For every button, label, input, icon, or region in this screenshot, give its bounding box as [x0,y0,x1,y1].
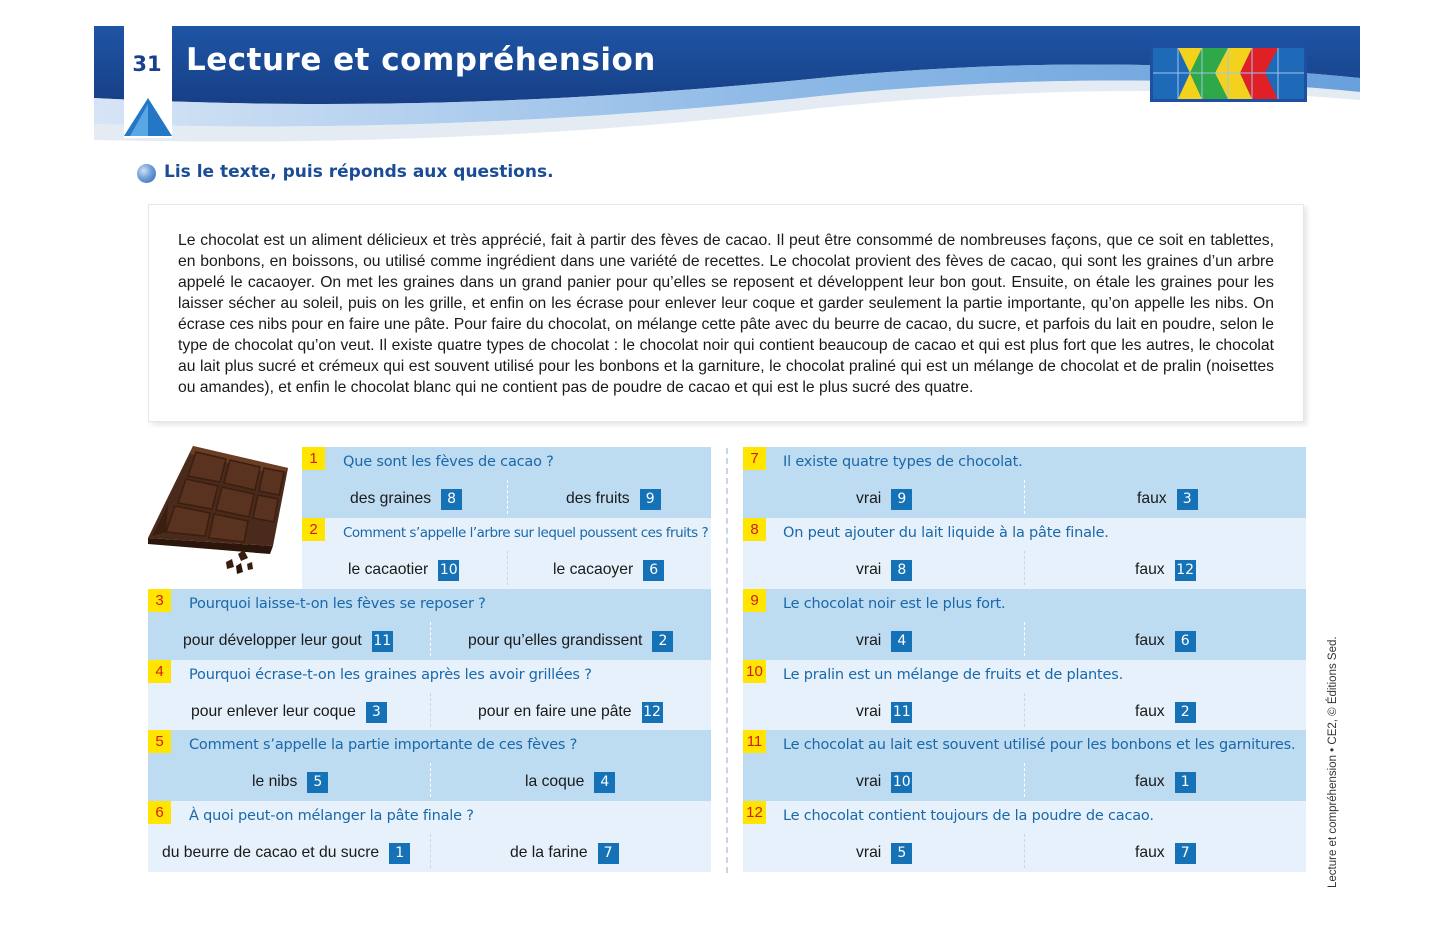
answer-label: pour développer leur gout [183,632,362,649]
answer-label: de la farine [510,844,588,861]
answer-label: vrai [856,773,882,790]
question-number: 11 [743,730,766,753]
answer-separator [1024,622,1025,656]
question-number: 12 [743,801,766,824]
question-text: Le chocolat noir est le plus fort. [783,596,1006,612]
reading-text-box [148,204,1304,422]
question-number: 5 [148,730,171,753]
question-text: Pourquoi écrase-t-on les graines après les avoir grillées ? [189,667,592,683]
answer-separator [1024,693,1025,727]
answer-code-badge: 9 [640,489,661,510]
answer-code-badge: 3 [366,702,387,723]
mosaic-logo [1150,45,1307,102]
answer-label: la coque [525,773,585,790]
answer-label: vrai [856,561,882,578]
answer-label: du beurre de cacao et du sucre [162,844,380,861]
question-number: 10 [743,660,766,683]
question-text: Que sont les fèves de cacao ? [343,454,554,470]
answer-separator [430,622,431,656]
answer-label: faux [1135,844,1165,861]
answer-label: le nibs [252,773,298,790]
question-4 [148,660,711,731]
question-number: 8 [743,518,766,541]
answer-code-badge: 11 [891,702,912,723]
question-text: Pourquoi laisse-t-on les fèves se reposer ? [189,596,486,612]
question-number: 3 [148,589,171,612]
answer-option-b[interactable] [566,488,661,510]
question-number: 6 [148,801,171,824]
question-3 [148,589,711,660]
question-12 [743,801,1306,872]
bullet-dot-icon [137,164,156,183]
answer-label: pour en faire une pâte [478,703,632,720]
answer-label: faux [1135,703,1165,720]
answer-separator [1024,480,1025,514]
answer-code-badge: 5 [891,843,912,864]
answer-code-badge: 4 [891,631,912,652]
answer-code-badge: 4 [594,772,615,793]
answer-option-b[interactable] [1135,771,1196,793]
answer-label: pour qu’elles grandissent [468,632,643,649]
question-number: 7 [743,447,766,470]
question-9 [743,589,1306,660]
answer-label: faux [1137,490,1167,507]
answer-label: vrai [856,632,882,649]
answer-label: vrai [856,703,882,720]
answer-code-badge: 8 [441,489,462,510]
answer-code-badge: 1 [389,843,410,864]
question-7 [743,447,1306,518]
answer-option-a[interactable] [350,488,462,510]
question-text: Il existe quatre types de chocolat. [783,454,1023,470]
question-text: À quoi peut-on mélanger la pâte finale ? [189,808,474,824]
answer-code-badge: 7 [598,843,619,864]
answer-code-badge: 3 [1177,489,1198,510]
answer-code-badge: 6 [643,560,664,581]
question-5 [148,730,711,801]
answer-label: vrai [856,844,882,861]
answer-code-badge: 2 [652,631,673,652]
question-6 [148,801,711,872]
answer-separator [1024,763,1025,797]
chocolate-bar-icon [148,446,298,581]
answer-label: le cacaotier [348,561,429,578]
answer-code-badge: 11 [372,631,393,652]
answer-label: des graines [350,490,432,507]
answer-separator [1024,551,1025,585]
answer-label: le cacaoyer [553,561,634,578]
question-2 [302,518,711,589]
question-text: Le pralin est un mélange de fruits et de plantes. [783,667,1123,683]
answer-code-badge: 10 [891,772,912,793]
answer-code-badge: 7 [1175,843,1196,864]
answer-label: des fruits [566,490,630,507]
column-divider [726,448,728,873]
answer-code-badge: 5 [307,772,328,793]
question-number: 4 [148,660,171,683]
answer-separator [430,693,431,727]
answer-label: pour enlever leur coque [191,703,356,720]
answer-separator [430,763,431,797]
answer-code-badge: 8 [891,560,912,581]
page-number: 31 [132,52,162,76]
answer-option-a[interactable] [856,842,912,864]
answer-option-b[interactable] [1135,701,1196,723]
answer-option-b[interactable] [1137,488,1198,510]
answer-option-a[interactable] [856,701,912,723]
question-text: Le chocolat au lait est souvent utilisé pour les bonbons et les garnitures. [783,737,1296,753]
answer-separator [430,834,431,868]
answer-label: faux [1135,773,1165,790]
answer-option-a[interactable] [162,842,410,864]
question-1 [302,447,711,518]
answer-option-a[interactable] [856,559,912,581]
question-text: Le chocolat contient toujours de la poudre de cacao. [783,808,1154,824]
question-10 [743,660,1306,731]
question-number: 1 [302,447,325,470]
answer-option-a[interactable] [348,559,459,581]
answer-option-b[interactable] [553,559,664,581]
answer-option-b[interactable] [510,842,619,864]
answer-option-a[interactable] [191,701,387,723]
answer-label: faux [1135,561,1165,578]
answer-option-b[interactable] [525,771,615,793]
answer-separator [1024,834,1025,868]
answer-code-badge: 12 [642,702,663,723]
answer-code-badge: 1 [1175,772,1196,793]
side-credit: Lecture et compréhension • CE2, © Éditions Sed. [1327,636,1339,888]
answer-code-badge: 9 [891,489,912,510]
answer-label: faux [1135,632,1165,649]
question-text: Comment s’appelle la partie importante de ces fèves ? [189,737,578,753]
answer-option-b[interactable] [478,701,663,723]
question-text: On peut ajouter du lait liquide à la pâte finale. [783,525,1109,541]
question-8 [743,518,1306,589]
page-title: Lecture et compréhension [186,42,656,78]
answer-option-a[interactable] [252,771,328,793]
answer-option-b[interactable] [1135,630,1196,652]
question-number: 2 [302,518,325,541]
question-11 [743,730,1306,801]
answer-option-b[interactable] [468,630,673,652]
answer-separator [507,480,508,514]
reading-text: Le chocolat est un aliment délicieux et très apprécié, fait à partir des fèves de cacao. Il peut être consommé de nombreuses façons, que ce soit en tablettes, en bonbons, en boissons, ou utilisé comme ingrédient dans une variété de recettes. Le chocolat provient des fèves de cacao, qui sont les graines d’un arbre appelé le cacaoyer. On met les graines dans un grand panier pour qu’elles se reposent et développent leur bon gout. Ensuite, on étale les graines pour les laisser sécher au soleil, puis on les grille, et enfin on les écrase pour enlever leur coque et garder seulement la partie importante, qu’on appelle les nibs. On écrase ces nibs pour en faire une pâte. Pour faire du chocolat, on mélange cette pâte avec du beurre de cacao, du sucre, et parfois du lait en poudre, selon le type de chocolat qu’on veut. Il existe quatre types de chocolat : le chocolat noir qui contient beaucoup de cacao et qui est plus fort que les autres, le chocolat au lait plus sucré et crémeux qui est souvent utilisé pour les bonbons et la garniture, le chocolat praliné qui est un mélange de chocolat et de pralin (noisettes ou amandes), et enfin le chocolat blanc qui ne contient pas de poudre de cacao et qui est le plus sucré des quatre. [178,232,1274,396]
answer-code-badge: 12 [1175,560,1196,581]
answer-label: vrai [856,490,882,507]
answer-option-a[interactable] [856,488,912,510]
answer-option-b[interactable] [1135,842,1196,864]
answer-option-b[interactable] [1135,559,1196,581]
answer-code-badge: 6 [1175,631,1196,652]
answer-option-a[interactable] [183,630,393,652]
instruction: Lis le texte, puis réponds aux questions. [164,162,554,182]
answer-option-a[interactable] [856,771,912,793]
question-number: 9 [743,589,766,612]
answer-code-badge: 2 [1175,702,1196,723]
answer-option-a[interactable] [856,630,912,652]
question-text: Comment s’appelle l’arbre sur lequel poussent ces fruits ? [343,525,709,541]
answer-code-badge: 10 [438,560,459,581]
answer-separator [507,551,508,585]
